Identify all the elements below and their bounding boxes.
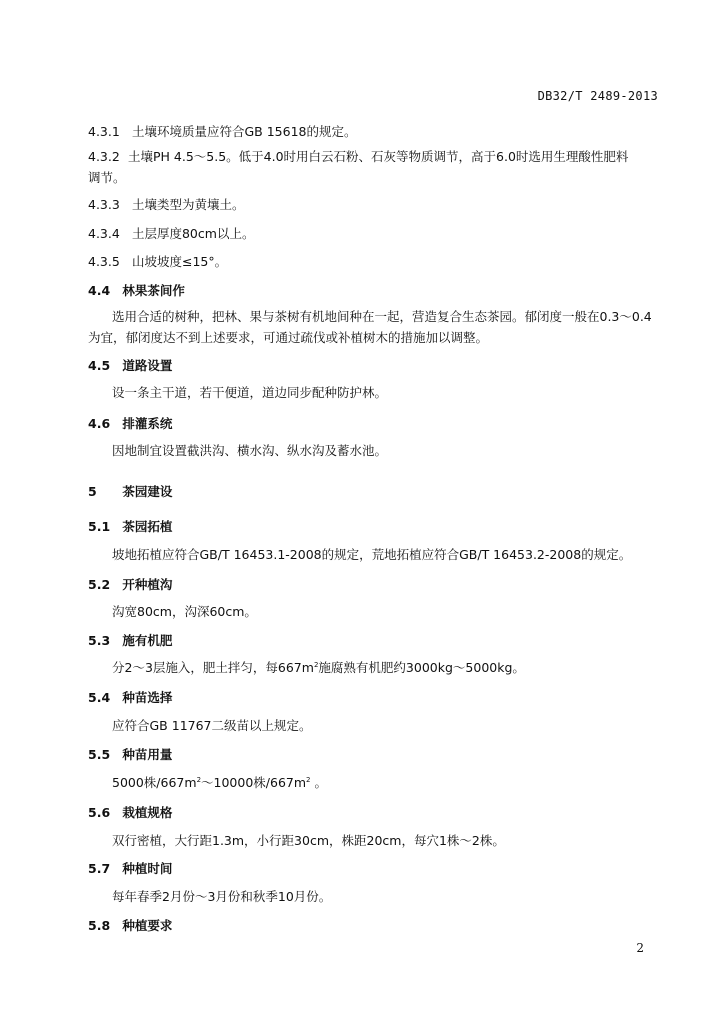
superscript: 2 (306, 775, 311, 784)
body-part: 施腐熟有机肥约3000kg～5000kg。 (318, 660, 525, 675)
section-number: 4.5 (88, 358, 111, 373)
body-part: ～10000株/667m (201, 775, 307, 790)
chapter-heading-5 (88, 482, 172, 500)
section-body-4-6: 因地制宜设置截洪沟、横水沟、纵水沟及蓄水池。 (112, 443, 388, 458)
clause-4-3-5 (88, 252, 227, 270)
section-number: 5.7 (88, 861, 111, 876)
body-part: 5000株/667m (112, 775, 197, 790)
clause-number: 4.3.3 (88, 197, 120, 212)
section-title: 栽植规格 (122, 805, 173, 820)
section-number: 4.6 (88, 416, 111, 431)
clause-4-3-4 (88, 224, 254, 242)
section-body-5-4: 应符合GB 11767二级苗以上规定。 (112, 718, 312, 733)
chapter-number: 5 (88, 484, 97, 499)
body-line2: 为宜，郁闭度达不到上述要求，可通过疏伐或补植树木的措施加以调整。 (88, 330, 489, 345)
section-body-5-2: 沟宽80cm，沟深60cm。 (112, 604, 257, 619)
section-body-5-7: 每年春季2月份～3月份和秋季10月份。 (112, 889, 332, 904)
section-heading-4-4 (88, 281, 185, 299)
clause-number: 4.3.4 (88, 226, 120, 241)
page-number: 2 (636, 941, 644, 955)
body-part: 。 (314, 775, 328, 790)
section-heading-5-2 (88, 575, 172, 593)
section-body-5-1: 坡地拓植应符合GB/T 16453.1-2008的规定，荒地拓植应符合GB/T 16453.2-2008的规定。 (112, 547, 632, 562)
section-body-5-5 (112, 773, 327, 791)
clause-text: 山坡坡度≤15°。 (131, 254, 228, 269)
section-number: 5.5 (88, 747, 111, 762)
clause-4-3-2 (88, 146, 658, 188)
section-heading-4-6 (88, 414, 172, 432)
section-title: 林果茶间作 (122, 283, 185, 298)
section-title: 种苗选择 (122, 690, 173, 705)
section-number: 5.1 (88, 519, 111, 534)
section-title: 开种植沟 (122, 577, 173, 592)
body-part: 分2～3层施入，肥土拌匀，每667m (112, 660, 314, 675)
section-body-4-5: 设一条主干道，若干便道，道边同步配种防护林。 (112, 385, 388, 400)
section-number: 5.6 (88, 805, 111, 820)
section-title: 道路设置 (122, 358, 173, 373)
section-title: 排灌系统 (122, 416, 173, 431)
clause-text-line1: 土壤PH 4.5～5.5。低于4.0时用白云石粉、石灰等物质调节，高于6.0时选用生理酸性肥料 (128, 149, 629, 164)
section-title: 种植时间 (122, 861, 173, 876)
clause-number: 4.3.5 (88, 254, 120, 269)
clause-4-3-3 (88, 195, 245, 213)
section-number: 4.4 (88, 283, 111, 298)
section-body-5-6: 双行密植，大行距1.3m，小行距30cm，株距20cm，每穴1株～2株。 (112, 833, 505, 848)
section-heading-5-1 (88, 517, 172, 535)
section-body-4-4 (88, 306, 658, 348)
section-heading-5-7 (88, 859, 172, 877)
section-number: 5.8 (88, 918, 111, 933)
section-heading-5-3 (88, 631, 172, 649)
document-code: DB32/T 2489-2013 (537, 89, 658, 103)
body-line1: 选用合适的树种，把林、果与茶树有机地间种在一起，营造复合生态茶园。郁闭度一般在0.3～0.4 (112, 309, 652, 324)
superscript: 2 (196, 775, 202, 784)
section-title: 种苗用量 (122, 747, 173, 762)
section-heading-5-6 (88, 803, 172, 821)
section-number: 5.3 (88, 633, 111, 648)
clause-4-3-1 (88, 122, 357, 140)
section-title: 种植要求 (122, 918, 173, 933)
section-body-5-3 (112, 658, 525, 676)
clause-number: 4.3.1 (88, 124, 120, 139)
section-title: 施有机肥 (122, 633, 173, 648)
section-title: 茶园拓植 (122, 519, 173, 534)
clause-text: 土壤类型为黄壤土。 (131, 197, 245, 212)
section-heading-5-4 (88, 688, 172, 706)
clause-text: 土层厚度80cm以上。 (131, 226, 255, 241)
superscript: 2 (313, 660, 319, 669)
section-number: 5.4 (88, 690, 111, 705)
section-heading-4-5 (88, 356, 172, 374)
section-heading-5-8 (88, 916, 172, 934)
clause-text-line2: 调节。 (88, 170, 126, 185)
clause-text: 土壤环境质量应符合GB 15618的规定。 (131, 124, 357, 139)
section-number: 5.2 (88, 577, 111, 592)
section-heading-5-5 (88, 745, 172, 763)
clause-number: 4.3.2 (88, 149, 120, 164)
chapter-title: 茶园建设 (122, 484, 173, 499)
